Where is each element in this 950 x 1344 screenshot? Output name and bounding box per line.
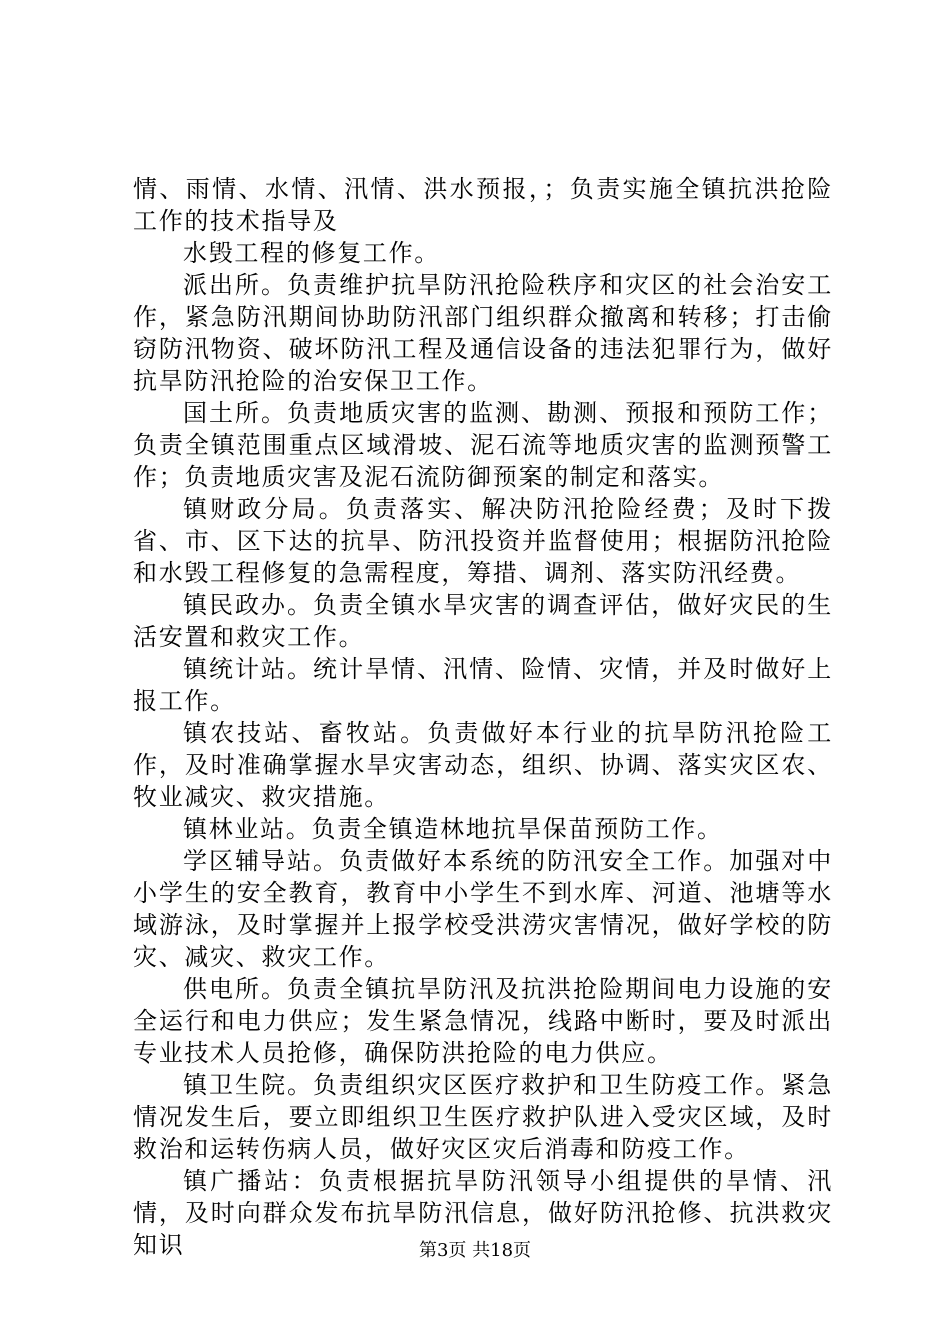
paragraph-water-damage-repair: 水毁工程的修复工作。 [183, 239, 440, 267]
paragraph-continuation: 情、雨情、水情、汛情、洪水预报，；负责实施全镇抗洪抢险工作的技术指导及 [133, 175, 833, 235]
paragraph-police-station: 派出所。负责维护抗旱防汛抢险秩序和灾区的社会治安工作，紧急防汛期间协助防汛部门组织群众撤离和转移；打击偷窃防汛物资、破坏防汛工程及通信设备的违法犯罪行为，做好抗旱防汛抢险的治安保卫工作。 [133, 271, 833, 395]
paragraph-power-supply: 供电所。负责全镇抗旱防汛及抗洪抢险期间电力设施的安全运行和电力供应；发生紧急情况，线路中断时，要及时派出专业技术人员抢修，确保防洪抢险的电力供应。 [133, 975, 833, 1067]
paragraph-finance-bureau: 镇财政分局。负责落实、解决防汛抢险经费；及时下拨省、市、区下达的抗旱、防汛投资并监督使用；根据防汛抢险和水毁工程修复的急需程度，筹措、调剂、落实防汛经费。 [133, 495, 833, 587]
paragraph-broadcast-station: 镇广播站：负责根据抗旱防汛领导小组提供的旱情、汛情，及时向群众发布抗旱防汛信息，做好防汛抢修、抗洪救灾知识 [133, 1167, 833, 1259]
paragraph-health-center: 镇卫生院。负责组织灾区医疗救护和卫生防疫工作。紧急情况发生后，要立即组织卫生医疗救护队进入受灾区域，及时救治和运转伤病人员，做好灾区灾后消毒和防疫工作。 [133, 1071, 833, 1163]
paragraph-agriculture-station: 镇农技站、畜牧站。负责做好本行业的抗旱防汛抢险工作，及时准确掌握水旱灾害动态，组织、协调、落实灾区农、牧业减灾、救灾措施。 [133, 719, 833, 811]
page-number-footer: 第3页 共18页 [418, 1240, 532, 1261]
document-body [133, 173, 833, 1261]
paragraph-school-district: 学区辅导站。负责做好本系统的防汛安全工作。加强对中小学生的安全教育，教育中小学生不到水库、河道、池塘等水域游泳，及时掌握并上报学校受洪涝灾害情况，做好学校的防灾、减灾、救灾工作。 [133, 847, 833, 971]
paragraph-statistics-station: 镇统计站。统计旱情、汛情、险情、灾情，并及时做好上报工作。 [133, 655, 833, 715]
paragraph-forestry-station: 镇林业站。负责全镇造林地抗旱保苗预防工作。 [183, 815, 723, 843]
paragraph-civil-affairs: 镇民政办。负责全镇水旱灾害的调查评估，做好灾民的生活安置和救灾工作。 [133, 591, 833, 651]
paragraph-land-office: 国土所。负责地质灾害的监测、勘测、预报和预防工作；负责全镇范围重点区域滑坡、泥石流等地质灾害的监测预警工作；负责地质灾害及泥石流防御预案的制定和落实。 [133, 399, 833, 491]
